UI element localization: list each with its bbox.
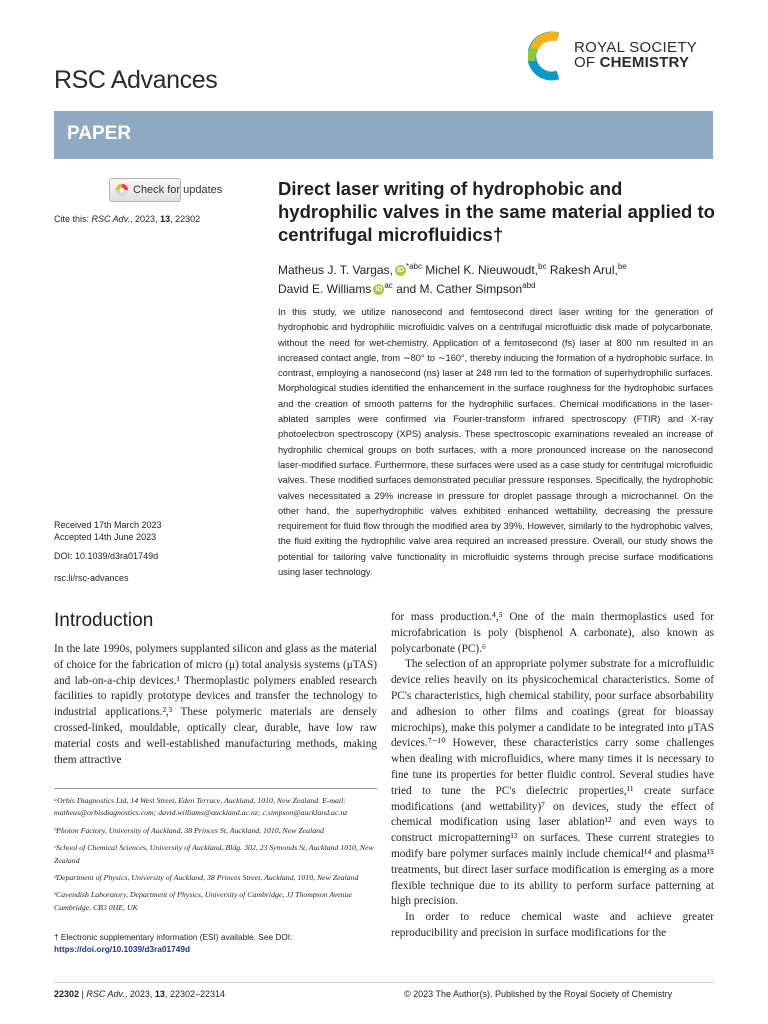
- footer-journal: RSC Adv.: [86, 989, 125, 999]
- copyright: © 2023 The Author(s). Published by the Royal Society of Chemistry: [404, 989, 673, 999]
- cite-volume: 13: [160, 214, 171, 224]
- cite-year: , 2023,: [130, 214, 161, 224]
- orcid-icon[interactable]: iD: [375, 286, 383, 294]
- author-5-affil: abd: [522, 281, 536, 290]
- article-type-label: PAPER: [67, 123, 132, 144]
- affiliation-d: ᵈDepartment of Physics, University of Auckland, 38 Princes Street, Auckland, 1010, New Zealand: [54, 873, 359, 883]
- affiliation-c: ᶜSchool of Chemical Sciences, University of Auckland, Bldg. 302, 23 Symonds St, Auckland 1010, New Zealand: [54, 843, 374, 865]
- esi-note: [54, 931, 377, 956]
- footer-sep: |: [79, 989, 87, 999]
- esi-text: † Electronic supplementary information (ESI) available. See DOI:: [54, 932, 293, 942]
- author-list: [278, 259, 718, 297]
- citation-line: [54, 214, 200, 224]
- author-3[interactable]: Rakesh Arul,: [546, 263, 618, 277]
- journal-name: RSC Advances: [54, 66, 218, 94]
- publisher-line2-bold: CHEMISTRY: [599, 54, 690, 71]
- body-paragraph: The selection of an appropriate polymer substrate for a microfluidic device relies heavily on its physicochemical characteristics. Some of PC's characteristics, high chemical stability, poor surface absorbability and adhesion to other films and coatings (great for bioassay microchips), make this polymer a candidate to be integrated into μTAS devices.⁷⁻¹⁰ However, these characteristics carry some challenges when dealing with microfluidics, where many times it is necessary to fine tune its properties for better fluidic control. Several studies have tried to tune the PC's dielectric properties,¹¹ create surface modifications (and wettability)⁷ on devices, study the effect of chemical modification using laser ablation¹² and even ways to construct micropatterning¹³ on surfaces. These current strategies to modify bare polymer surfaces mainly include chemical¹⁴ and plasma¹⁵ treatments, but direct laser surface modification is emerging as a more flexible technique due to its ability to perform surface patterning at high precision.: [391, 658, 714, 908]
- body-paragraph: In order to reduce chemical waste and achieve greater reproducibility and precision in surface modifications for the: [391, 911, 714, 939]
- author-4[interactable]: David E. Williams: [278, 282, 372, 296]
- footer-citation: [54, 989, 225, 999]
- page-number: 22302: [54, 989, 80, 999]
- accepted-date: Accepted 14th June 2023: [54, 532, 157, 542]
- footer-year: , 2023,: [124, 989, 155, 999]
- author-5[interactable]: and M. Cather Simpson: [392, 282, 523, 296]
- affiliation-e: ᵉCavendish Laboratory, Department of Physics, University of Cambridge, JJ Thompson Avenue Cambridge, CB3 0HE, UK: [54, 890, 352, 912]
- rsc-logo-icon: [528, 31, 572, 81]
- body-column-left: [54, 642, 377, 768]
- publisher-line2-pre: OF: [574, 54, 600, 71]
- crossmark-icon: [115, 183, 129, 197]
- article-type-banner: [54, 111, 713, 159]
- article-dates: [54, 519, 162, 543]
- section-heading: Introduction: [54, 610, 154, 631]
- cite-pages: , 22302: [170, 214, 201, 224]
- affiliations: [54, 795, 377, 919]
- body-column-right: [391, 610, 714, 942]
- orcid-icon[interactable]: iD: [396, 267, 404, 275]
- body-paragraph: In the late 1990s, polymers supplanted silicon and glass as the material of choice for the fabrication of micro (μ) total analysis systems (μTAS) and lab-on-a-chip devices.¹ Thermoplastic polymers enabled research facilities to rapidly prototype devices and transfer the technology to industrial applications.²,³ These polymeric materials are densely crossed-linked, mouldable, optically clear, durable, have low raw material costs and well-established manufacturing methods, making them attractive: [54, 643, 377, 766]
- footer-divider: [54, 982, 714, 983]
- doi[interactable]: DOI: 10.1039/d3ra01749d: [54, 551, 159, 561]
- received-date: Received 17th March 2023: [54, 520, 162, 530]
- author-3-affil: be: [617, 262, 627, 271]
- author-2-affil: bc: [538, 262, 547, 271]
- esi-link[interactable]: https://doi.org/10.1039/d3ra01749d: [54, 944, 191, 955]
- journal-link[interactable]: rsc.li/rsc-advances: [54, 573, 129, 583]
- affiliation-b: ᵇPhoton Factory, University of Auckland, 38 Princes St, Auckland, 1010, New Zealand: [54, 825, 324, 835]
- footer-volume: 13: [154, 989, 165, 999]
- cite-journal: RSC Adv.: [91, 214, 131, 224]
- author-1[interactable]: Matheus J. T. Vargas,: [278, 263, 393, 277]
- abstract: In this study, we utilize nanosecond and femtosecond direct laser writing for the generation of hydrophobic and hydrophilic microfluidic valves on a centrifugal microfluidic disk made of polycarbonate, without the need for wet-chemistry. Application of a femtosecond (fs) laser at 800 nm resulted in an increased contact angle, from ∼80° to ∼160°, thereby inducing the formation of a hydrophobic surface. In contrast, employing a nanosecond (ns) laser at 248 nm led to the formation of superhydrophilic surfaces. Morphological studies identified the enhancement in the surface roughness for the hydrophobic surfaces and the creation of smooth patterns for the hydrophilic surfaces. Chemical modifications in the laser-ablated samples were confirmed via Fourier-transform infrared spectroscopy (FTIR) and X-ray photoelectron spectroscopy (XPS) analysis. These spectroscopic examinations revealed an increase of hydrophilic chemical groups on both surfaces, with a more pronounced increase on the nanosecond laser-modified surface. Furthermore, these surfaces were used as a case study for centrifugal microfluidic valves. These modified surfaces demonstrated peculiar pressure responses. Specifically, the hydrophobic valves necessitated a 29% increase in pressure for droplet passage through a microchannel. On the other hand, the superhydrophilic valves exhibited enhanced wettability, decreasing the pressure requirement for fluid flow through the modified area by 39%. However, similarly to the hydrophobic valves, the fluid exiting the hydrophilic valve area required an increased pressure. Overall, our study shows the potential for tailoring valve functionality in microfluidic systems through precise surface modifications using laser technology.: [278, 307, 713, 578]
- author-2[interactable]: Michel K. Nieuwoudt,: [421, 263, 539, 277]
- publisher-line1: ROYAL SOCIETY: [574, 39, 698, 56]
- affiliation-a: ᵃOrbis Diagnostics Ltd, 14 West Street, Eden Terrace, Auckland, 1010, New Zealand. E-mail: matheus@orbisdiagnostics.com; david.williams@auckland.ac.nz; c.simpson@auckland.ac.nz: [54, 796, 348, 818]
- cite-prefix: Cite this:: [54, 214, 92, 224]
- author-1-affil: *abc: [405, 262, 422, 271]
- author-4-affil: ac: [384, 281, 393, 290]
- footer-pages: , 22302–22314: [164, 989, 225, 999]
- footnote-divider: [54, 788, 377, 789]
- check-for-updates-label: Check for updates: [133, 184, 223, 196]
- body-paragraph: for mass production.⁴,⁵ One of the main thermoplastics used for microfabrication is poly (bisphenol A carbonate), also known as polycarbonate (PC).⁶: [391, 611, 714, 655]
- publisher-name: [574, 40, 697, 70]
- article-title: Direct laser writing of hydrophobic and hydrophilic valves in the same material applied to centrifugal microfluidics†: [278, 178, 715, 245]
- check-for-updates-button[interactable]: [109, 178, 223, 202]
